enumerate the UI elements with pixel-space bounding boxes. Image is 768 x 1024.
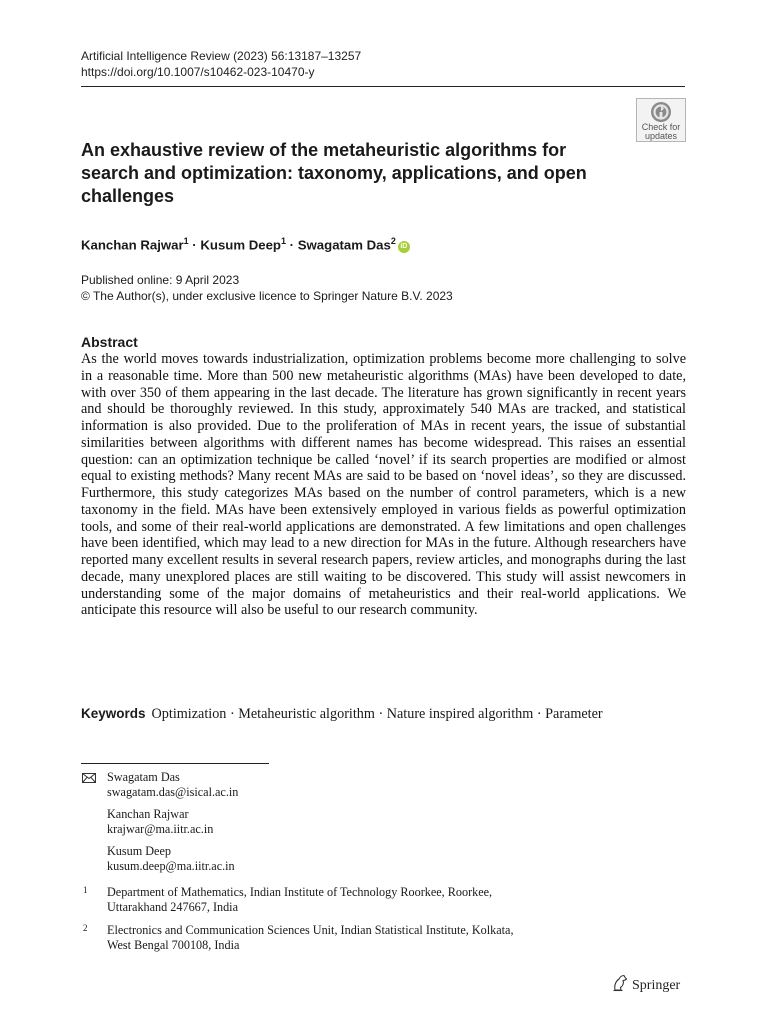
- author-separator: ·: [289, 237, 295, 253]
- affiliation-list: [81, 885, 627, 961]
- affiliation-entry: [81, 885, 627, 915]
- orcid-icon[interactable]: iD: [398, 241, 410, 253]
- contact-entry: [81, 844, 238, 874]
- contact-entry: [81, 770, 238, 800]
- contact-entry: [81, 807, 238, 837]
- affiliation-entry: [81, 923, 627, 953]
- contact-name: Kusum Deep: [107, 844, 171, 858]
- abstract-text: As the world moves towards industrialization, optimization problems become more challenging to solve in a reasonable time. More than 500 new metaheuristic algorithms (MAs) have been developed to date, with over 350 of them appearing in the last decade. The literature has grown significantly in recent years and should be thoroughly reviewed. In this study, approximately 540 MAs are tracked, and statistical information is also provided. Due to the proliferation of MAs in recent years, the issue of substantial similarities between algorithms with different names has become widespread. This raises an essential question: can an optimization technique be called ‘novel’ if its search properties are modified or almost equal to existing methods? Many recent MAs are said to be based on ‘novel ideas’, so they are discussed. Furthermore, this study categorizes MAs based on the number of control parameters, which is a new taxonomy in the field. MAs have been extensively employed in various fields as powerful optimization tools, and some of their real-world applications are demonstrated. A few limitations and open challenges have been identified, which may lead to a new direction for MAs in the future. Although researchers have reported many excellent results in several research papers, review articles, and monographs during the last decade, many unexplored places are still waiting to be discovered. This study will assist newcomers in understanding some of the major domains of metaheuristics and their real-world applications. We anticipate this resource will also be useful to our research community.: [81, 351, 686, 619]
- author-separator: ·: [192, 237, 197, 253]
- springer-logo: [612, 974, 680, 994]
- contact-list: [81, 770, 238, 881]
- author-affiliation-mark: 2: [390, 236, 396, 246]
- contact-email[interactable]: kusum.deep@ma.iitr.ac.in: [107, 859, 235, 873]
- published-date: Published online: 9 April 2023: [81, 273, 240, 287]
- keywords-label: Keywords: [81, 706, 146, 721]
- paper-title: An exhaustive review of the metaheuristic algorithms for search and optimization: taxonomy, applications, and open challenges: [81, 140, 587, 206]
- contact-name: Kanchan Rajwar: [107, 807, 189, 821]
- doi-link[interactable]: https://doi.org/10.1007/s10462-023-10470-y: [81, 65, 315, 79]
- contact-email[interactable]: krajwar@ma.iitr.ac.in: [107, 822, 214, 836]
- contact-email[interactable]: swagatam.das@isical.ac.in: [107, 785, 239, 799]
- affiliation-number: 2: [83, 923, 88, 933]
- badge-line-1: Check for: [641, 122, 681, 132]
- check-for-updates-badge[interactable]: [636, 98, 686, 142]
- affiliation-number: 1: [83, 885, 88, 895]
- publication-info: [81, 273, 453, 304]
- abstract-heading: Abstract: [81, 334, 138, 350]
- journal-citation: Artificial Intelligence Review (2023) 56:13187–13257: [81, 49, 362, 63]
- author-name[interactable]: Kanchan Rajwar: [81, 237, 184, 253]
- check-for-updates-icon: [650, 101, 672, 123]
- springer-horse-icon: [612, 974, 628, 992]
- journal-header: [81, 48, 361, 80]
- envelope-icon: [82, 773, 96, 783]
- author-name[interactable]: Kusum Deep: [200, 237, 281, 253]
- affiliation-line: West Bengal 700108, India: [107, 938, 240, 952]
- affiliation-line: Department of Mathematics, Indian Institute of Technology Roorkee, Roorkee,: [107, 885, 493, 899]
- badge-line-2: updates: [644, 131, 678, 141]
- author-affiliation-mark: 1: [183, 236, 189, 246]
- keywords-text: Optimization · Metaheuristic algorithm · Nature inspired algorithm · Parameter: [151, 706, 603, 722]
- footnote-divider: [81, 763, 269, 764]
- author-list: [81, 232, 410, 254]
- copyright-notice: © The Author(s), under exclusive licence to Springer Nature B.V. 2023: [81, 288, 453, 303]
- contact-name: Swagatam Das: [107, 770, 180, 784]
- affiliation-line: Uttarakhand 247667, India: [107, 900, 238, 914]
- keywords-line: [81, 706, 603, 723]
- author-affiliation-mark: 1: [280, 236, 286, 246]
- publisher-name: Springer: [632, 978, 681, 993]
- affiliation-line: Electronics and Communication Sciences Unit, Indian Statistical Institute, Kolkata,: [107, 923, 514, 937]
- author-name[interactable]: Swagatam Das: [297, 237, 391, 253]
- header-divider: [81, 86, 685, 87]
